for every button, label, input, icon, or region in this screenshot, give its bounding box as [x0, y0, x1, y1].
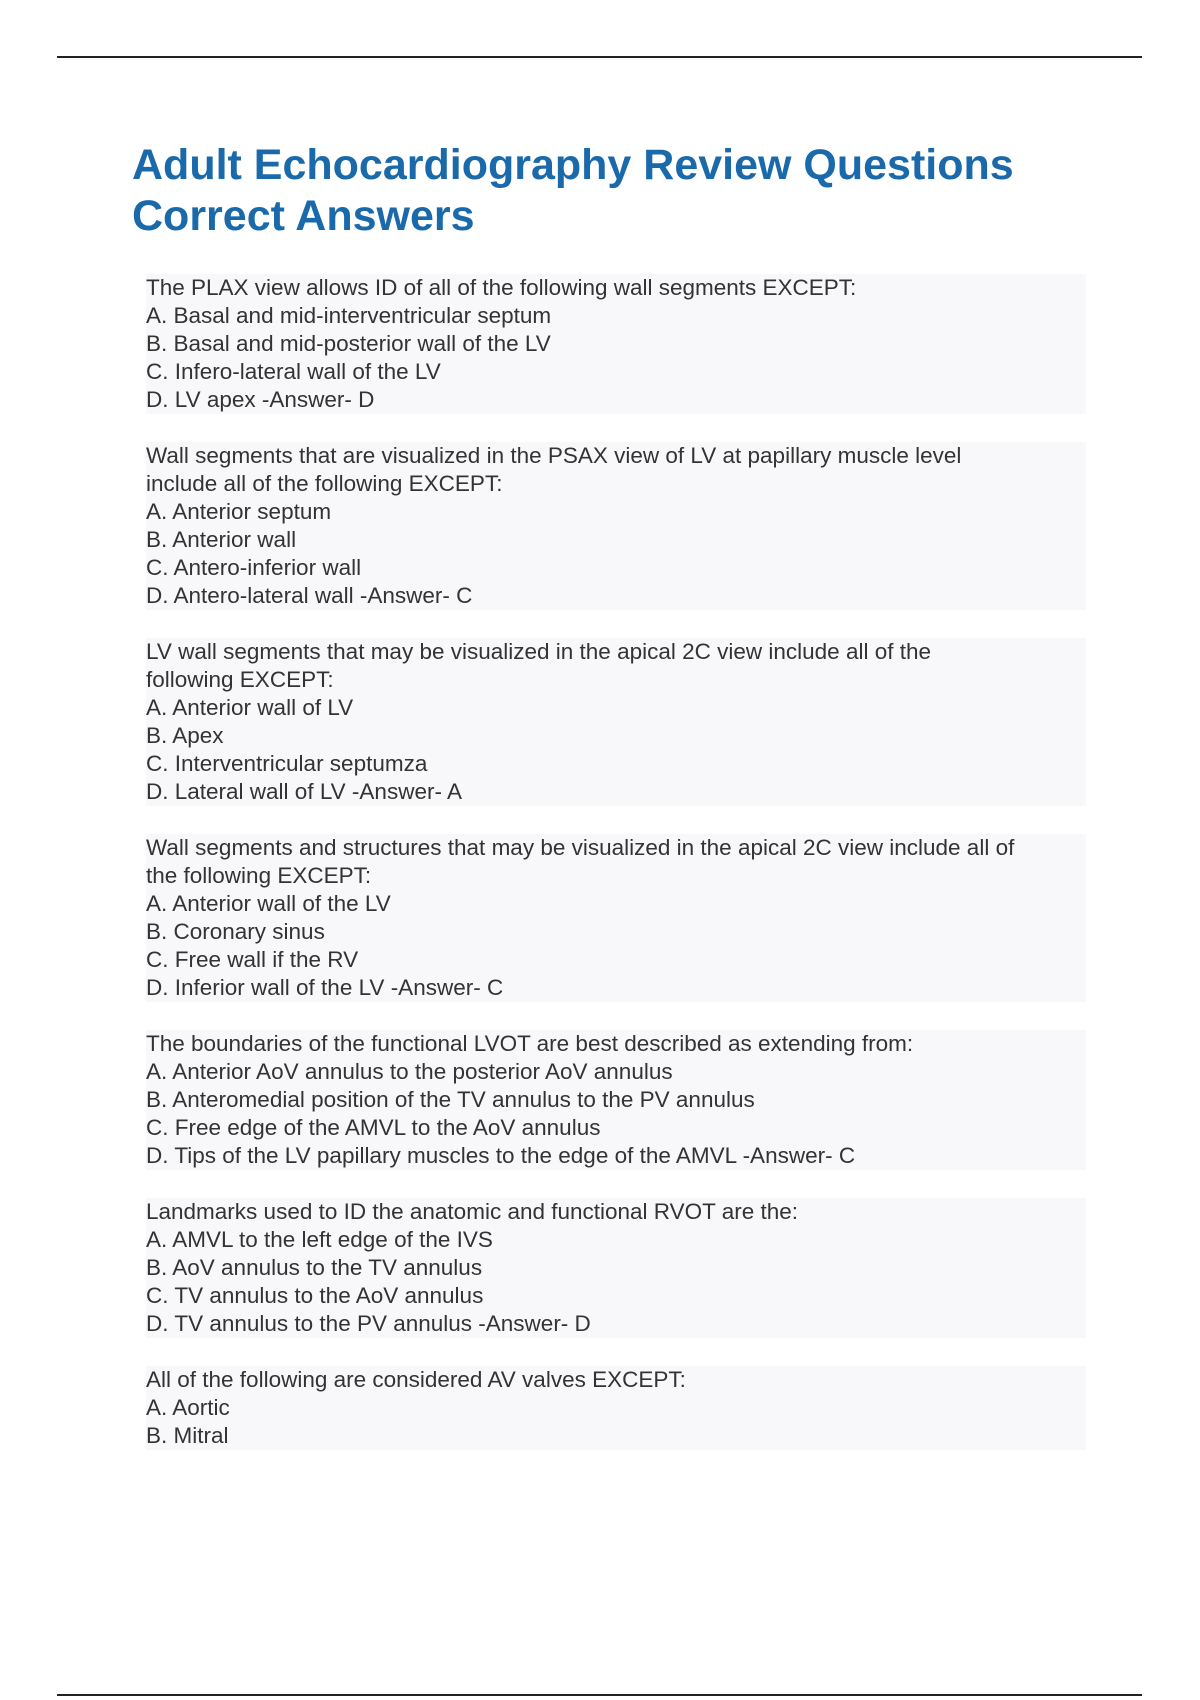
question-line: C. Free edge of the AMVL to the AoV annulus: [146, 1115, 601, 1140]
question-text: Wall segments that are visualized in the PSAX view of LV at papillary muscle level: [146, 443, 962, 468]
question-line: A. Anterior wall of the LV: [146, 891, 391, 916]
question-line: A. Basal and mid-interventricular septum: [146, 303, 552, 328]
question-line: A. Anterior septum: [146, 499, 332, 524]
top-rule: [57, 56, 1142, 58]
question-text: All of the following are considered AV valves EXCEPT:: [146, 1367, 686, 1392]
question-line: C. TV annulus to the AoV annulus: [146, 1283, 484, 1308]
question-line: C. Interventricular septumza: [146, 751, 428, 776]
question-line: D. Antero-lateral wall -Answer- C: [146, 583, 473, 608]
question-line: A. Aortic: [146, 1395, 230, 1420]
question-line: include all of the following EXCEPT:: [146, 471, 503, 496]
page-title: Adult Echocardiography Review Questions Correct Answers: [132, 141, 1014, 240]
question-line: A. Anterior AoV annulus to the posterior AoV annulus: [146, 1059, 673, 1084]
question-text: LV wall segments that may be visualized in the apical 2C view include all of the: [146, 639, 931, 664]
question-text: Landmarks used to ID the anatomic and functional RVOT are the:: [146, 1199, 799, 1224]
question-list: [146, 274, 1086, 1478]
question-line: B. Basal and mid-posterior wall of the LV: [146, 331, 551, 356]
question-block: [146, 274, 1086, 414]
question-line: B. Apex: [146, 723, 224, 748]
question-block: [146, 1030, 1086, 1170]
question-text: The PLAX view allows ID of all of the following wall segments EXCEPT:: [146, 275, 857, 300]
question-line: D. Tips of the LV papillary muscles to the edge of the AMVL -Answer- C: [146, 1143, 856, 1168]
question-line: A. Anterior wall of LV: [146, 695, 354, 720]
question-line: C. Free wall if the RV: [146, 947, 359, 972]
question-line: D. LV apex -Answer- D: [146, 387, 375, 412]
question-line: B. Mitral: [146, 1423, 229, 1448]
question-line: A. AMVL to the left edge of the IVS: [146, 1227, 493, 1252]
question-line: D. Lateral wall of LV -Answer- A: [146, 779, 462, 804]
question-line: the following EXCEPT:: [146, 863, 372, 888]
question-block: [146, 1366, 1086, 1450]
question-line: B. Coronary sinus: [146, 919, 325, 944]
question-line: C. Infero-lateral wall of the LV: [146, 359, 441, 384]
question-line: B. Anteromedial position of the TV annulus to the PV annulus: [146, 1087, 755, 1112]
bottom-rule: [57, 1694, 1142, 1696]
question-line: D. TV annulus to the PV annulus -Answer- D: [146, 1311, 591, 1336]
question-line: B. AoV annulus to the TV annulus: [146, 1255, 483, 1280]
question-block: [146, 1198, 1086, 1338]
question-block: [146, 638, 1086, 806]
question-block: [146, 442, 1086, 610]
question-line: B. Anterior wall: [146, 527, 297, 552]
question-line: C. Antero-inferior wall: [146, 555, 362, 580]
question-line: D. Inferior wall of the LV -Answer- C: [146, 975, 504, 1000]
question-line: following EXCEPT:: [146, 667, 334, 692]
question-text: The boundaries of the functional LVOT are best described as extending from:: [146, 1031, 914, 1056]
question-text: Wall segments and structures that may be visualized in the apical 2C view include all of: [146, 835, 1015, 860]
question-block: [146, 834, 1086, 1002]
